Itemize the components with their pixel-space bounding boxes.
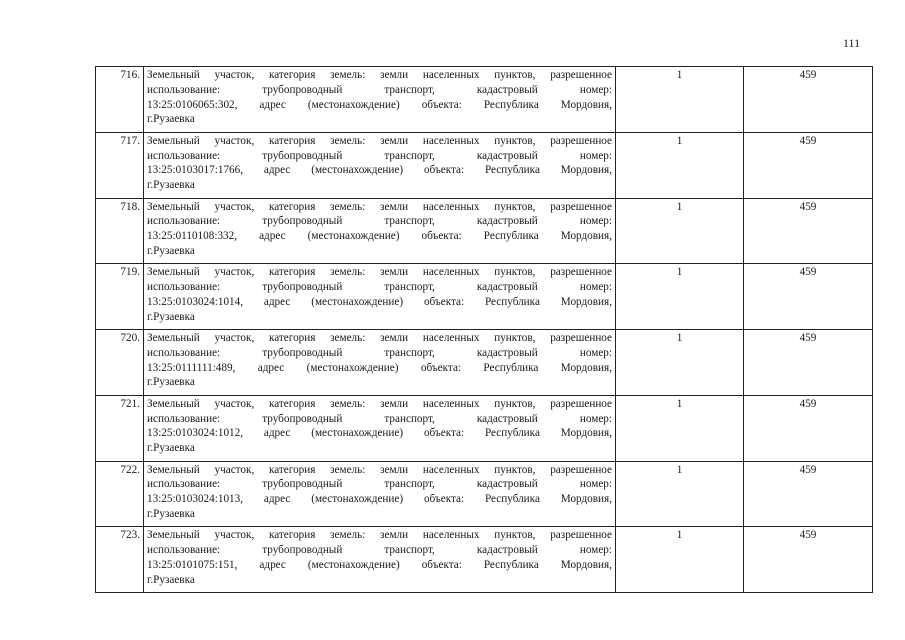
- row-area: 459: [744, 395, 873, 461]
- table-row: [96, 67, 873, 133]
- description-line: г.Рузаевка: [147, 310, 195, 323]
- row-quantity: 1: [616, 395, 744, 461]
- description-line: Земельный участок, категория земель: земли населенных пунктов, разрешенное: [147, 463, 612, 476]
- description-line: 13:25:0103024:1013, адрес (местонахождение) объекта: Республика Мордовия,: [147, 493, 612, 506]
- row-area: 459: [744, 67, 873, 133]
- page-number: 111: [843, 36, 861, 50]
- row-area: 459: [744, 264, 873, 330]
- row-number: 722.: [96, 461, 144, 527]
- row-description: [144, 461, 616, 527]
- row-description: [144, 330, 616, 396]
- description-line: 13:25:0103017:1766, адрес (местонахождение) объекта: Республика Мордовия,: [147, 164, 612, 177]
- description-line: 13:25:0103024:1012, адрес (местонахождение) объекта: Республика Мордовия,: [147, 427, 612, 440]
- description-line: Земельный участок, категория земель: земли населенных пунктов, разрешенное: [147, 332, 612, 344]
- description-line: г.Рузаевка: [147, 573, 195, 586]
- row-number: 723.: [96, 527, 144, 593]
- table-row: [96, 198, 873, 264]
- row-quantity: 1: [616, 461, 744, 527]
- row-area: 459: [744, 330, 873, 396]
- description-line: Земельный участок, категория земель: земли населенных пунктов, разрешенное: [147, 397, 612, 410]
- row-number: 719.: [96, 264, 144, 330]
- description-line: Земельный участок, категория земель: земли населенных пунктов, разрешенное: [147, 134, 612, 147]
- row-quantity: 1: [616, 67, 744, 133]
- row-quantity: 1: [616, 264, 744, 330]
- row-area: 459: [744, 198, 873, 264]
- row-description: [144, 527, 616, 593]
- description-line: использование: трубопроводный транспорт, кадастровый номер:: [147, 544, 612, 557]
- register-body: [96, 67, 873, 593]
- description-line: использование: трубопроводный транспорт, кадастровый номер:: [147, 149, 612, 162]
- row-quantity: 1: [616, 132, 744, 198]
- description-line: использование: трубопроводный транспорт, кадастровый номер:: [147, 215, 612, 228]
- table-row: [96, 527, 873, 593]
- row-quantity: 1: [616, 198, 744, 264]
- row-area: 459: [744, 461, 873, 527]
- description-line: г.Рузаевка: [147, 179, 195, 192]
- row-description: [144, 67, 616, 133]
- row-number: 718.: [96, 198, 144, 264]
- property-register-table: [95, 66, 873, 593]
- table-row: [96, 395, 873, 461]
- description-line: использование: трубопроводный транспорт, кадастровый номер:: [147, 478, 612, 491]
- row-quantity: 1: [616, 527, 744, 593]
- row-number: 716.: [96, 67, 144, 133]
- description-line: г.Рузаевка: [147, 113, 195, 126]
- description-line: г.Рузаевка: [147, 507, 195, 520]
- row-description: [144, 198, 616, 264]
- row-number: 717.: [96, 132, 144, 198]
- description-line: г.Рузаевка: [147, 244, 195, 257]
- table-row: [96, 264, 873, 330]
- row-number: 721.: [96, 395, 144, 461]
- row-number: 720.: [96, 330, 144, 396]
- description-line: использование: трубопроводный транспорт, кадастровый номер:: [147, 412, 612, 425]
- table-row: [96, 132, 873, 198]
- row-description: [144, 395, 616, 461]
- description-line: г.Рузаевка: [147, 376, 195, 389]
- row-area: 459: [744, 132, 873, 198]
- description-line: 13:25:0111111:489, адрес (местонахождение) объекта: Республика Мордовия,: [147, 361, 612, 374]
- description-line: 13:25:0106065:302, адрес (местонахождение) объекта: Республика Мордовия,: [147, 98, 612, 111]
- description-line: Земельный участок, категория земель: земли населенных пунктов, разрешенное: [147, 266, 612, 279]
- description-line: 13:25:0103024:1014, адрес (местонахождение) объекта: Республика Мордовия,: [147, 295, 612, 308]
- description-line: использование: трубопроводный транспорт, кадастровый номер:: [147, 83, 612, 96]
- description-line: Земельный участок, категория земель: земли населенных пунктов, разрешенное: [147, 200, 612, 213]
- description-line: г.Рузаевка: [147, 442, 195, 455]
- row-quantity: 1: [616, 330, 744, 396]
- description-line: 13:25:0110108:332, адрес (местонахождение) объекта: Республика Мордовия,: [147, 230, 612, 243]
- row-description: [144, 264, 616, 330]
- description-line: использование: трубопроводный транспорт, кадастровый номер:: [147, 346, 612, 359]
- description-line: использование: трубопроводный транспорт, кадастровый номер:: [147, 281, 612, 294]
- table-row: [96, 330, 873, 396]
- table-row: [96, 461, 873, 527]
- description-line: Земельный участок, категория земель: земли населенных пунктов, разрешенное: [147, 529, 612, 542]
- description-line: 13:25:0101075:151, адрес (местонахождение) объекта: Республика Мордовия,: [147, 558, 612, 571]
- description-line: Земельный участок, категория земель: земли населенных пунктов, разрешенное: [147, 69, 612, 81]
- row-area: 459: [744, 527, 873, 593]
- row-description: [144, 132, 616, 198]
